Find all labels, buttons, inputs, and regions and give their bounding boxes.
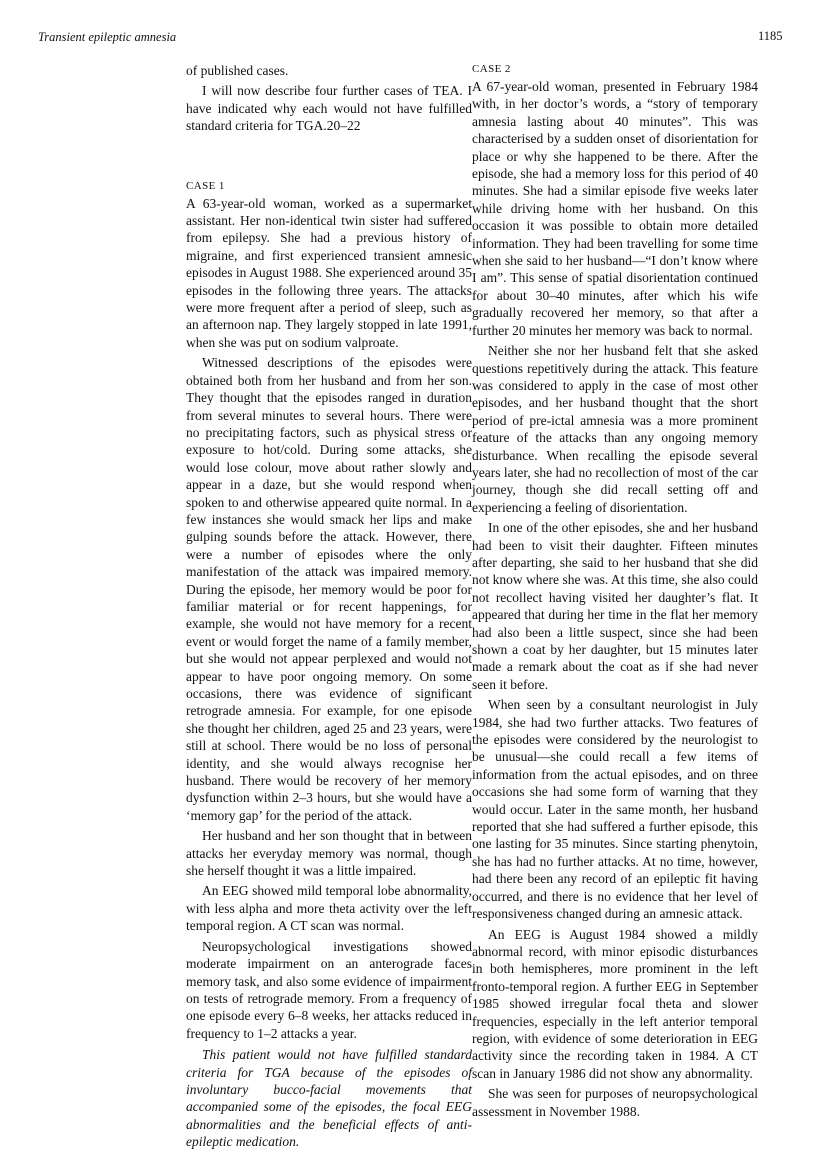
right-column xyxy=(472,62,758,1120)
section-spacer xyxy=(186,135,472,179)
case2-paragraph-5: An EEG is August 1984 showed a mildly abnormal record, with minor episodic disturbances in both hemispheres, more prominent in the left fronto-temporal region. A further EEG in September 1985 showed irregular focal theta and slower frequencies, especially in the left anterior temporal region, with evidence of some deterioration in EEG activity since the recording taken in 1984. A CT scan in January 1986 did not show any abnormality. xyxy=(472,926,758,1081)
case1-paragraph-3: Her husband and her son thought that in between attacks her everyday memory was normal, though she herself thought it was a little impaired. xyxy=(186,828,472,879)
case1-heading: CASE 1 xyxy=(186,179,225,192)
case2-paragraph-4: When seen by a consultant neurologist in July 1984, she had two further attacks. Two features of the episodes were considered by the neurologist to be unusual—she could recall a few items of information from the actual episodes, and on three occasions she had some form of warning that they would occur. Later in the same month, her husband reported that she had suffered a further episode, this one lasting for 35 minutes. Since starting phenytoin, she has had no further attacks. At no time, however, had there been any record of an epileptic fit having occurred, and there is no evidence that her level of responsiveness changed during an amnesic attack. xyxy=(472,697,758,922)
case2-heading: CASE 2 xyxy=(472,63,511,75)
case1-paragraph-1: A 63-year-old woman, worked as a supermarket assistant. Her non-identical twin sister had suffered from epilepsy. She had a previous history of migraine, and first experienced transient amnesic episodes in August 1988. She experienced around 35 episodes in the following three years. The attacks were more frequent after a period of sleep, such as an afternoon nap. They largely stopped in late 1991, when she was put on sodium valproate. xyxy=(186,195,472,350)
case1-paragraph-5: Neuropsychological investigations showed moderate impairment on an anterograde faces memory task, and also some evidence of impairment on tests of retrograde memory. From a frequency of one episode every 6–8 weeks, her attacks reduced in frequency to 1–2 attacks a year. xyxy=(186,938,472,1041)
case2-paragraph-2: Neither she nor her husband felt that she asked questions repetitively during the attack. This feature was considered to apply in the case of most other episodes, and her husband thought that the short period of pre-ictal amnesia was a more prominent feature of the attacks than any ongoing memory disturbance. When recalling the episode several years later, she had no recollection of most of the car journey, though she did recall setting off and experiencing a feeling of disorientation. xyxy=(472,343,758,515)
case1-criteria-note: This patient would not have fulfilled standard criteria for TGA because of the episodes of involuntary bucco-facial movements that accompanied some of the episodes, the focal EEG abnormalities and the beneficial effects of anti-epileptic medication. xyxy=(186,1047,472,1150)
case1-paragraph-4: An EEG showed mild temporal lobe abnormality, with less alpha and more theta activity over the left temporal region. A CT scan was normal. xyxy=(186,883,472,934)
case1-paragraph-2: Witnessed descriptions of the episodes were obtained both from her husband and from her son. They thought that the episodes ranged in duration from several minutes to several hours. There were no precipitating factors, such as physical stress or exposure to hot/cold. During some attacks, she would lose colour, move about rather slowly and appear in a daze, but she would respond when spoken to and otherwise appeared quite normal. In a few instances she would smack her lips and make gulping sounds before the attack. However, there were a number of episodes where the only manifestation of the attack was impaired memory. During the episode, her memory would be poor for familiar material or for recent happenings, for example, she would not have memory for a recent event or would forget the name of a family member, but she would not appear perplexed and would not appear to have poor ongoing memory. On some occasions, there was evidence of significant retrograde amnesia. For example, for one episode she thought her children, aged 25 and 23 years, were still at school. There would be no loss of personal identity, and she would always recognise her husband. There would be recovery of her memory dysfunction within 2–3 hours, but she would have a ‘memory gap’ for the period of the attack. xyxy=(186,355,472,823)
page-number: 1185 xyxy=(758,29,783,43)
intro-paragraph: I will now describe four further cases of TEA. I have indicated why each would not have fulfilled standard criteria for TGA.20–22 xyxy=(186,83,472,134)
case2-paragraph-6: She was seen for purposes of neuropsychological assessment in November 1988. xyxy=(472,1086,758,1119)
case2-paragraph-3: In one of the other episodes, she and her husband had been to visit their daughter. Fifteen minutes after departing, she said to her husband that she did not know where she was. At this time, she also could not recollect having visited her daughter’s flat. It appeared that during her time in the flat her memory had also been a little suspect, since she had been shown a coat by her daughter, but 15 minutes later made a remark about the coat as if she had never seen it before. xyxy=(472,520,758,692)
intro-continuation: of published cases. xyxy=(186,63,289,78)
running-title: Transient epileptic amnesia xyxy=(38,30,177,44)
left-column xyxy=(186,62,472,1151)
case2-paragraph-1: A 67-year-old woman, presented in February 1984 with, in her doctor’s words, a “story of temporary amnesia lasting about 40 minutes”. This was characterised by a sudden onset of disorientation for place or why she happened to be there. After the episode, she had a memory loss for this period of 40 minutes. She had a similar episode five weeks later while driving home with her husband. On this occasion it was possible to obtain more detailed information. They had been travelling for some time when she said to her husband—“I don’t know where I am”. This sense of spatial disorientation continued for about 30–40 minutes, after which his wife gradually recovered her memory, so that after a further 20 minutes her memory was back to normal. xyxy=(472,79,758,338)
